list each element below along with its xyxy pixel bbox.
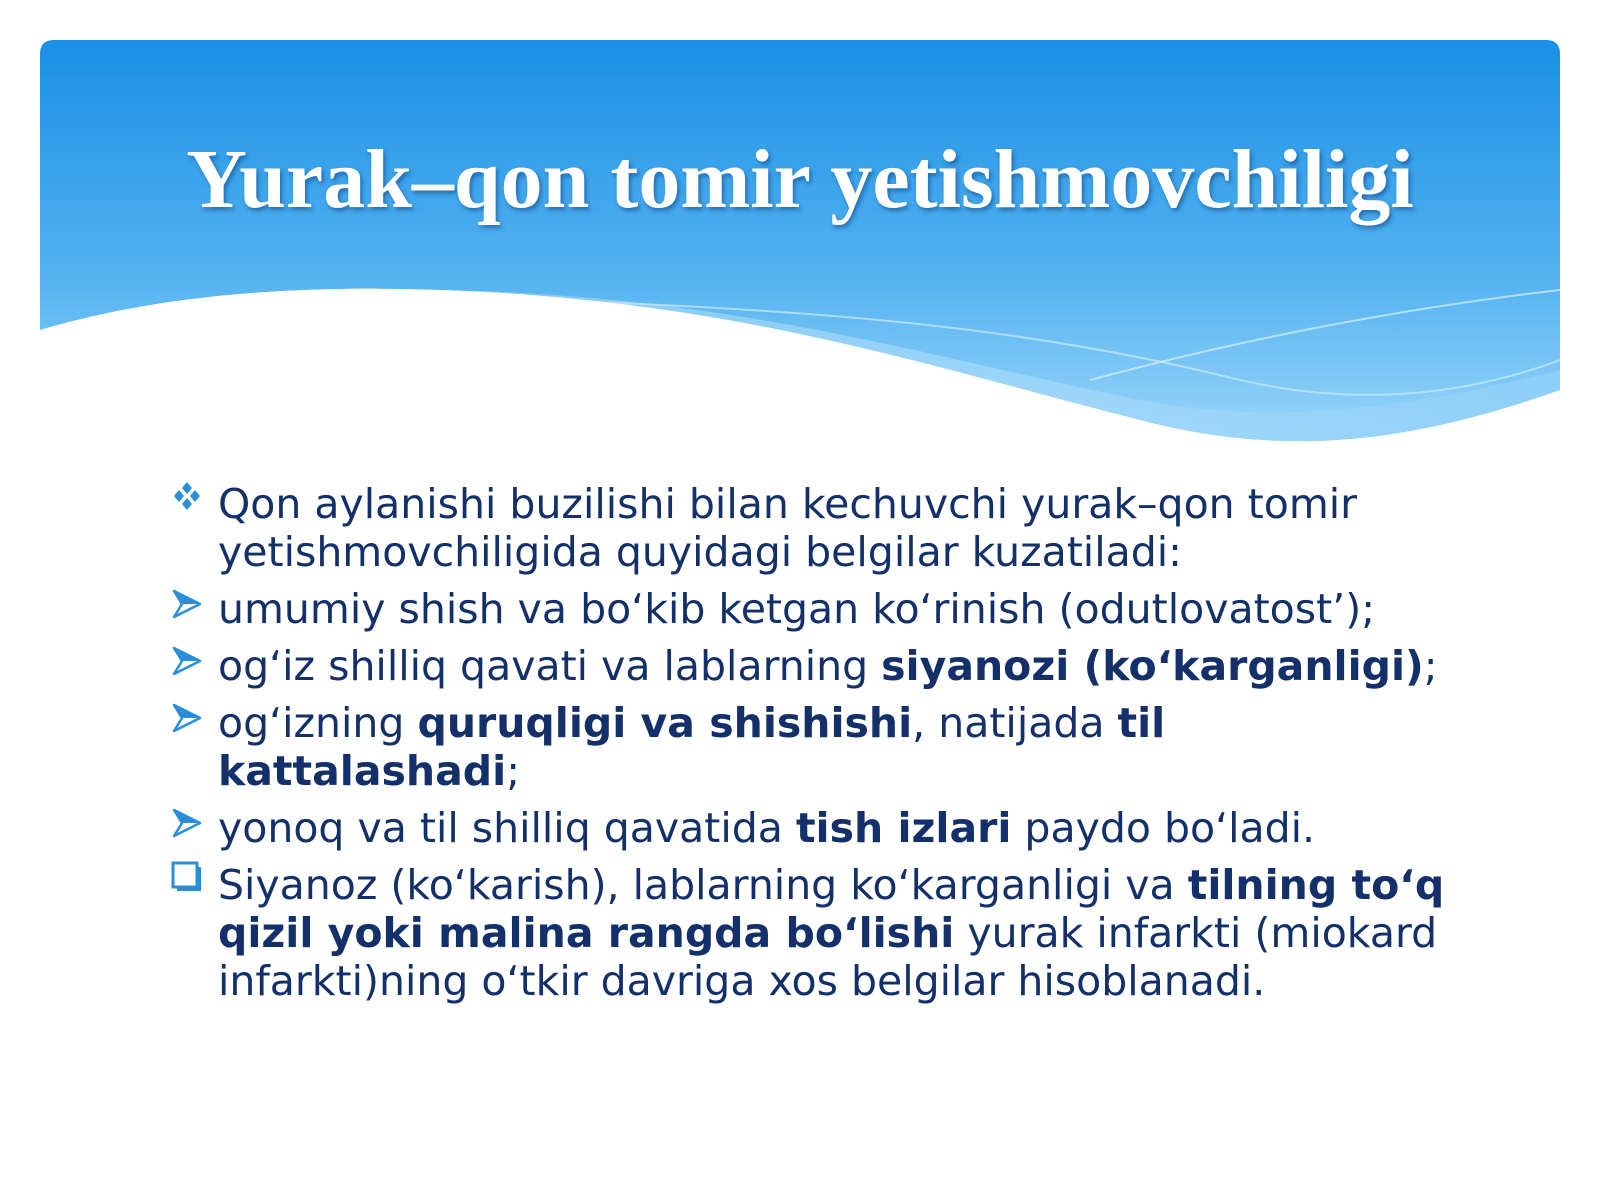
diamond-bullet-icon xyxy=(170,480,204,520)
text-segment: , natijada xyxy=(912,699,1118,747)
bold-text: tilning to‘q qizil yoki malina rangda bo‘lishi xyxy=(218,861,1445,957)
text-segment: Qon aylanishi buzilishi bilan kechuvchi yurak–qon tomir yetishmovchiligida quyidagi belgilar kuzatiladi: xyxy=(218,480,1358,576)
text-segment: ; xyxy=(506,747,521,795)
bullet-text xyxy=(218,480,1357,576)
wave-background xyxy=(40,40,1560,450)
text-segment: ; xyxy=(1423,642,1438,690)
text-segment: og‘iz shilliq qavati va lablarning xyxy=(218,642,882,690)
arrow-bullet-icon xyxy=(170,585,204,625)
bullet-item xyxy=(170,585,1470,633)
arrow-bullet-icon xyxy=(170,642,204,682)
bold-text: til kattalashadi xyxy=(218,699,1166,795)
bullet-item xyxy=(170,699,1470,795)
text-segment: yonoq va til shilliq qavatida xyxy=(218,804,796,852)
bullet-text xyxy=(218,585,1375,633)
slide-title: Yurak–qon tomir yetishmovchiligi xyxy=(186,133,1414,226)
text-segment: og‘izning xyxy=(218,699,418,747)
text-segment: paydo bo‘ladi. xyxy=(1011,804,1316,852)
checkbox-bullet-icon xyxy=(170,861,204,901)
bullet-item xyxy=(170,804,1470,852)
bullet-list xyxy=(170,480,1470,1014)
bold-text: siyanozi (ko‘karganligi) xyxy=(881,642,1424,690)
bullet-text xyxy=(218,699,1165,795)
header-banner xyxy=(40,40,1560,450)
bold-text: tish izlari xyxy=(795,804,1012,852)
bold-text: quruqligi va shishishi xyxy=(417,699,913,747)
bullet-item xyxy=(170,480,1470,576)
text-segment: yurak infarkti (miokard infarkti)ning o‘tkir davriga xos belgilar hisoblanadi. xyxy=(218,909,1438,1005)
arrow-bullet-icon xyxy=(170,804,204,844)
bullet-text xyxy=(218,804,1315,852)
bullet-item xyxy=(170,861,1470,1005)
bullet-item xyxy=(170,642,1470,690)
bullet-text xyxy=(218,861,1444,1005)
arrow-bullet-icon xyxy=(170,699,204,739)
text-segment: Siyanoz (ko‘karish), lablarning ko‘karganligi va xyxy=(218,861,1188,909)
bullet-text xyxy=(218,642,1438,690)
text-segment: umumiy shish va bo‘kib ketgan ko‘rinish (odutlovatost’); xyxy=(218,585,1376,633)
